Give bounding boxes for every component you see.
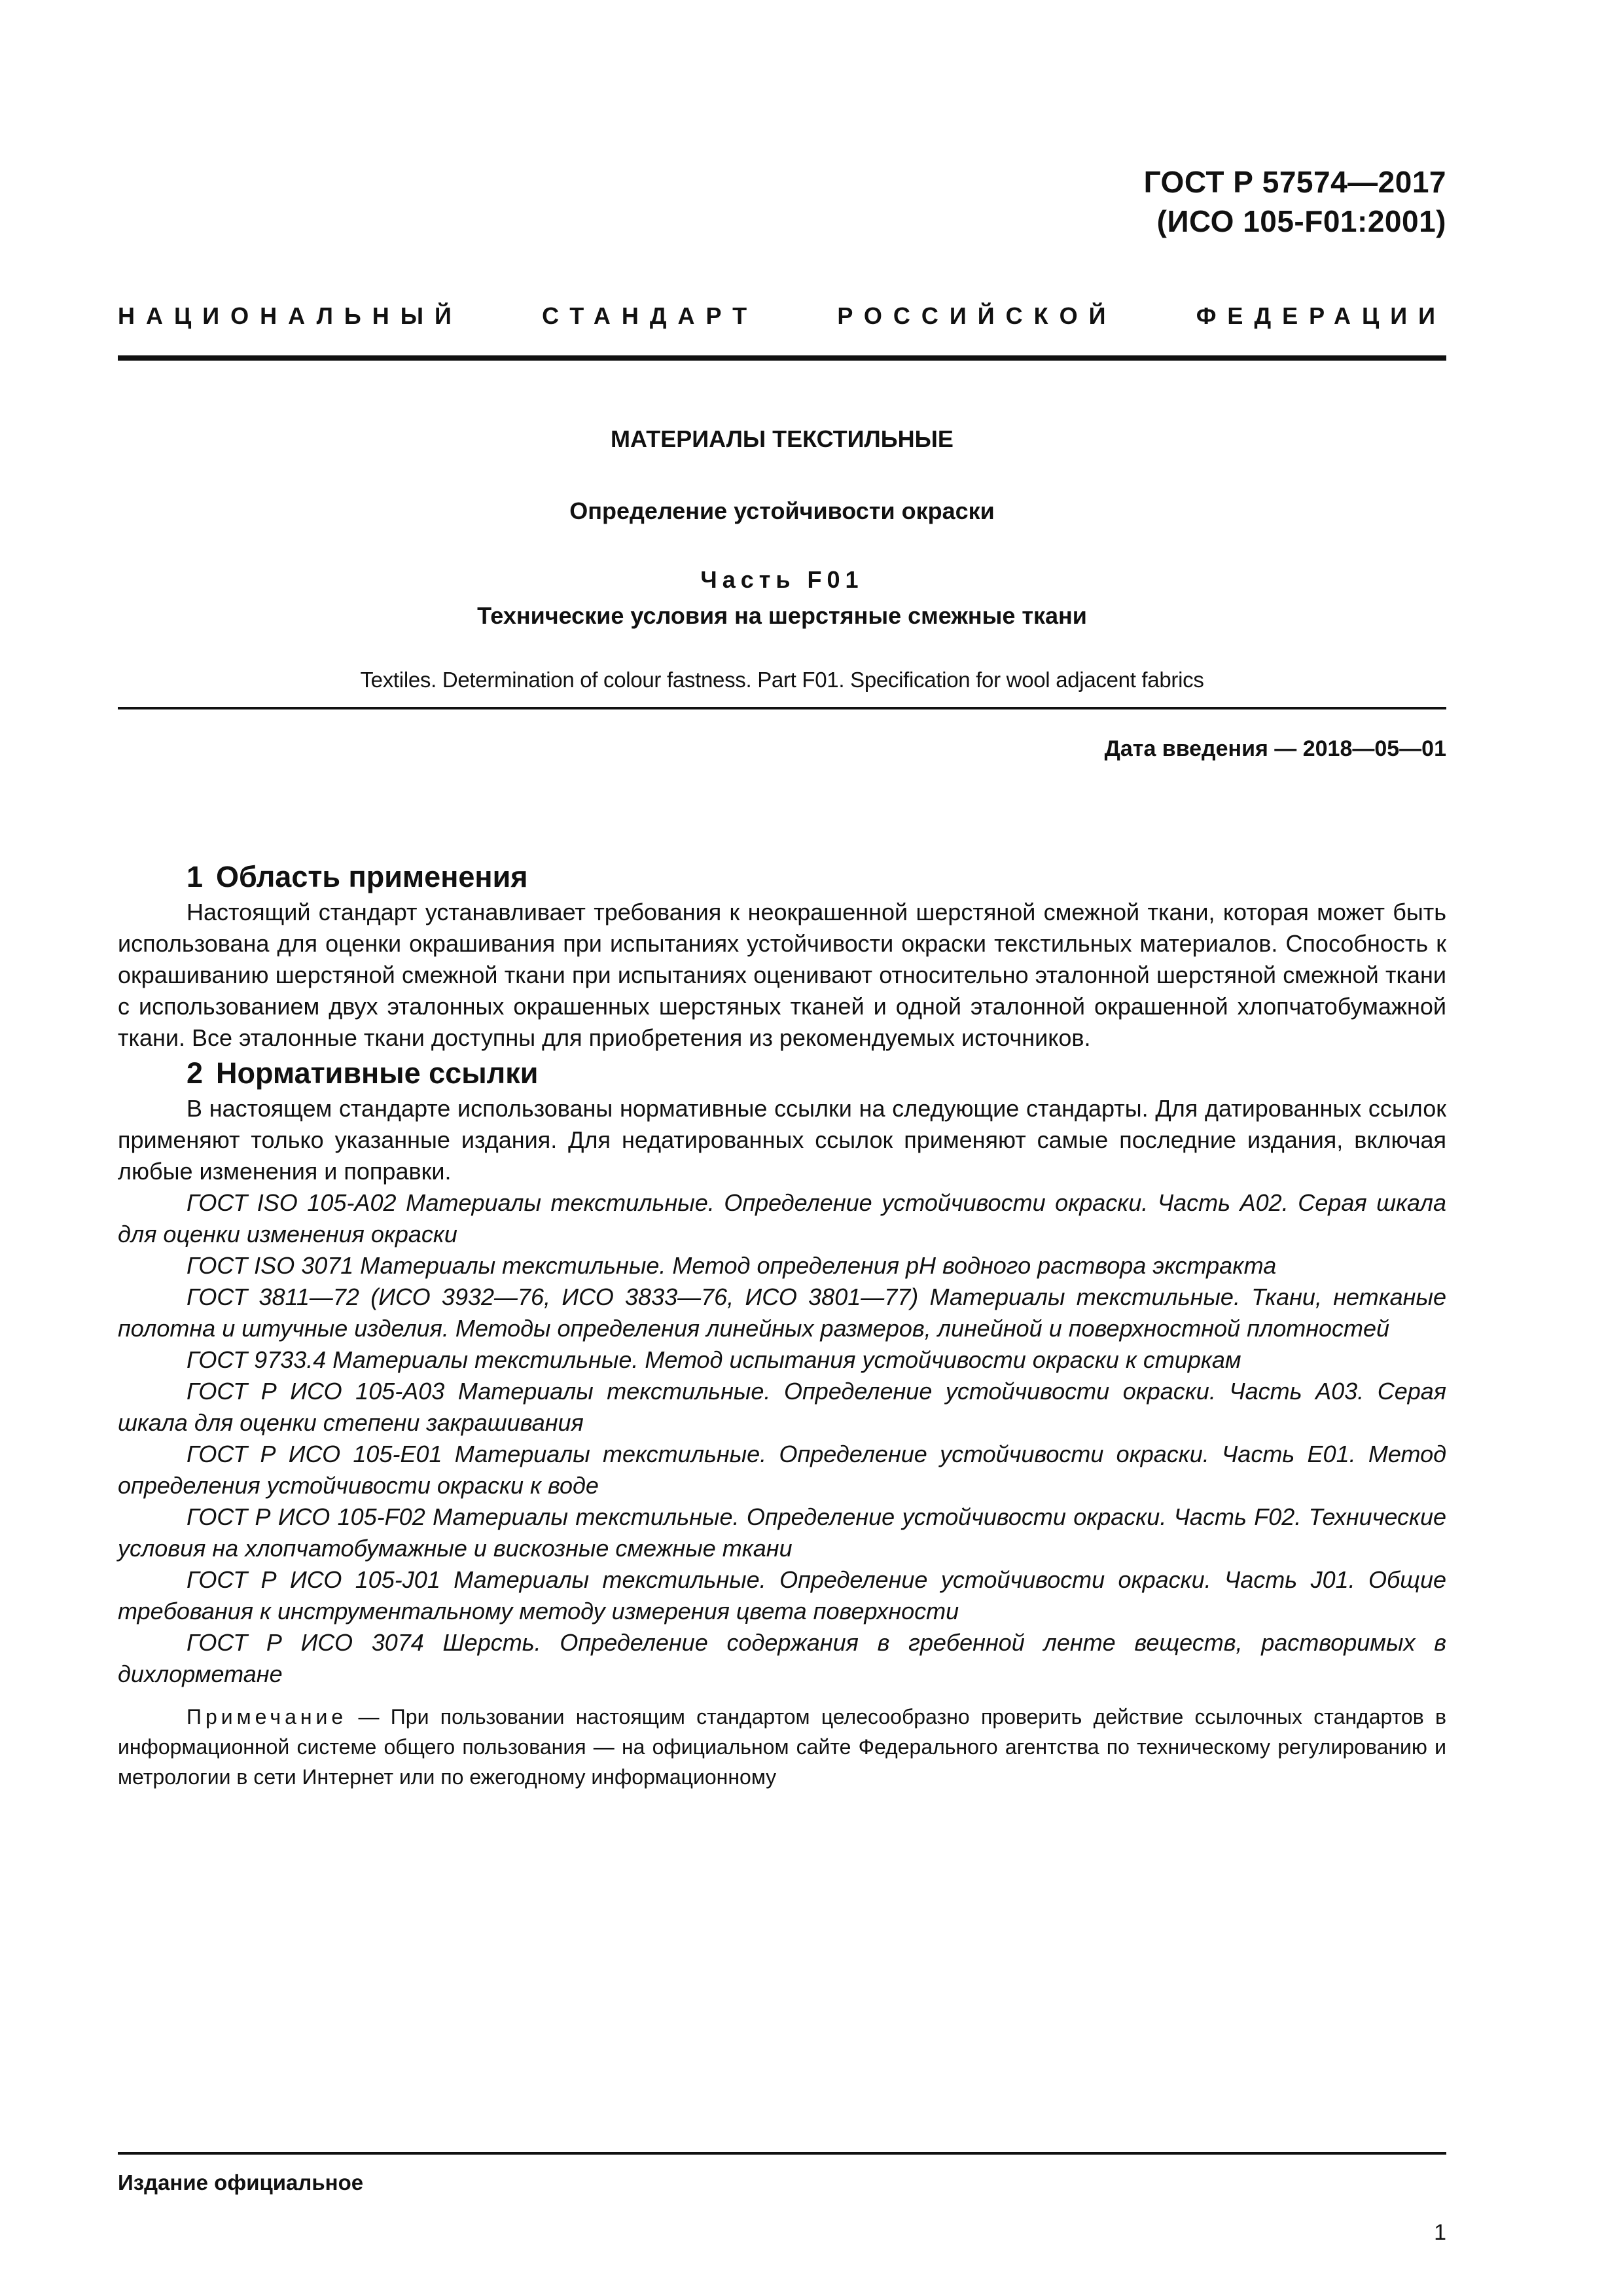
- part-name: Технические условия на шерстяные смежные ткани: [477, 602, 1087, 629]
- section-2-paragraph: В настоящем стандарте использованы нормативные ссылки на следующие стандарты. Для датированных ссылок применяют только указанные издания. Для недатированных ссылок применяют самые последние издания, включая любые изменения и поправки.: [118, 1095, 1446, 1185]
- section-1-paragraph: Настоящий стандарт устанавливает требования к неокрашенной шерстяной смежной ткани, которая может быть использована для оценки окрашивания при испытаниях устойчивости окраски текстильных материалов. Способность к окрашиванию шерстяной смежной ткани при испытаниях оценивают относительно эталонной шерстяной смежной ткани с использованием двух эталонных окрашенных шерстяных тканей и одной эталонной окрашенной хлопчатобумажной ткани. Все эталонные ткани доступны для приобретения из рекомендуемых источников.: [118, 899, 1446, 1051]
- standard-designation: [1144, 162, 1446, 241]
- reference-item: ГОСТ Р ИСО 105-J01 Материалы текстильные. Определение устойчивости окраски. Часть J01. Общие требования к инструментальному методу измерения цвета поверхности: [118, 1566, 1446, 1624]
- section-1-title: Область применения: [216, 860, 528, 893]
- national-standard-banner: [118, 302, 1446, 330]
- introduction-date: Дата введения — 2018—05—01: [1104, 736, 1446, 761]
- footer-divider: [118, 2152, 1446, 2155]
- english-title: Textiles. Determination of colour fastness. Part F01. Specification for wool adjacent fabrics: [360, 668, 1204, 692]
- reference-item: ГОСТ ISO 105-A02 Материалы текстильные. Определение устойчивости окраски. Часть A02. Серая шкала для оценки изменения окраски: [118, 1189, 1446, 1247]
- document-subtitle: Определение устойчивости окраски: [569, 497, 995, 524]
- section-2-number: 2: [187, 1056, 204, 1090]
- banner-word-4: ФЕДЕРАЦИИ: [1196, 302, 1446, 329]
- section-2-heading: [118, 1054, 1446, 1093]
- reference-item: ГОСТ Р ИСО 105-F02 Материалы текстильные. Определение устойчивости окраски. Часть F02. Технические условия на хлопчатобумажные и вискозные смежные ткани: [118, 1503, 1446, 1562]
- iso-code: (ИСО 105-F01:2001): [1156, 204, 1446, 238]
- banner-word-2: СТАНДАРТ: [542, 302, 758, 329]
- reference-item: ГОСТ ISO 3071 Материалы текстильные. Метод определения pH водного раствора экстракта: [187, 1252, 1277, 1279]
- banner-word-3: РОССИЙСКОЙ: [837, 302, 1117, 329]
- reference-item: ГОСТ Р ИСО 105-A03 Материалы текстильные. Определение устойчивости окраски. Часть A03. Серая шкала для оценки степени закрашивания: [118, 1378, 1446, 1436]
- part-label: Часть F01: [700, 566, 864, 593]
- main-content: [118, 857, 1446, 1792]
- reference-item: ГОСТ Р ИСО 3074 Шерсть. Определение содержания в гребенной ленте веществ, растворимых в дихлорметане: [118, 1629, 1446, 1687]
- reference-item: ГОСТ Р ИСО 105-E01 Материалы текстильные. Определение устойчивости окраски. Часть E01. Метод определения устойчивости окраски к воде: [118, 1441, 1446, 1499]
- section-2-title: Нормативные ссылки: [216, 1056, 539, 1090]
- page-number: 1: [1434, 2220, 1446, 2245]
- header-divider: [118, 355, 1446, 361]
- banner-word-1: НАЦИОНАЛЬНЫЙ: [118, 302, 463, 329]
- section-1-number: 1: [187, 860, 204, 893]
- section-1-heading: [118, 857, 1446, 897]
- standard-code: ГОСТ Р 57574—2017: [1143, 165, 1446, 199]
- note-paragraph: [118, 1702, 1446, 1792]
- title-divider: [118, 707, 1446, 709]
- reference-item: ГОСТ 9733.4 Материалы текстильные. Метод испытания устойчивости окраски к стиркам: [187, 1346, 1241, 1373]
- official-edition-label: Издание официальное: [118, 2170, 364, 2195]
- reference-item: ГОСТ 3811—72 (ИСО 3932—76, ИСО 3833—76, ИСО 3801—77) Материалы текстильные. Ткани, нетканые полотна и штучные изделия. Методы определения линейных размеров, линейной и поверхностной плотностей: [118, 1283, 1446, 1342]
- note-label: Примечание: [187, 1705, 348, 1729]
- document-title: МАТЕРИАЛЫ ТЕКСТИЛЬНЫЕ: [611, 425, 954, 452]
- note-text: — При пользовании настоящим стандартом целесообразно проверить действие ссылочных стандартов в информационной системе общего пользования — на официальном сайте Федерального агентства по техническому регулированию и метрологии в сети Интернет или по ежегодному информационному: [118, 1705, 1446, 1789]
